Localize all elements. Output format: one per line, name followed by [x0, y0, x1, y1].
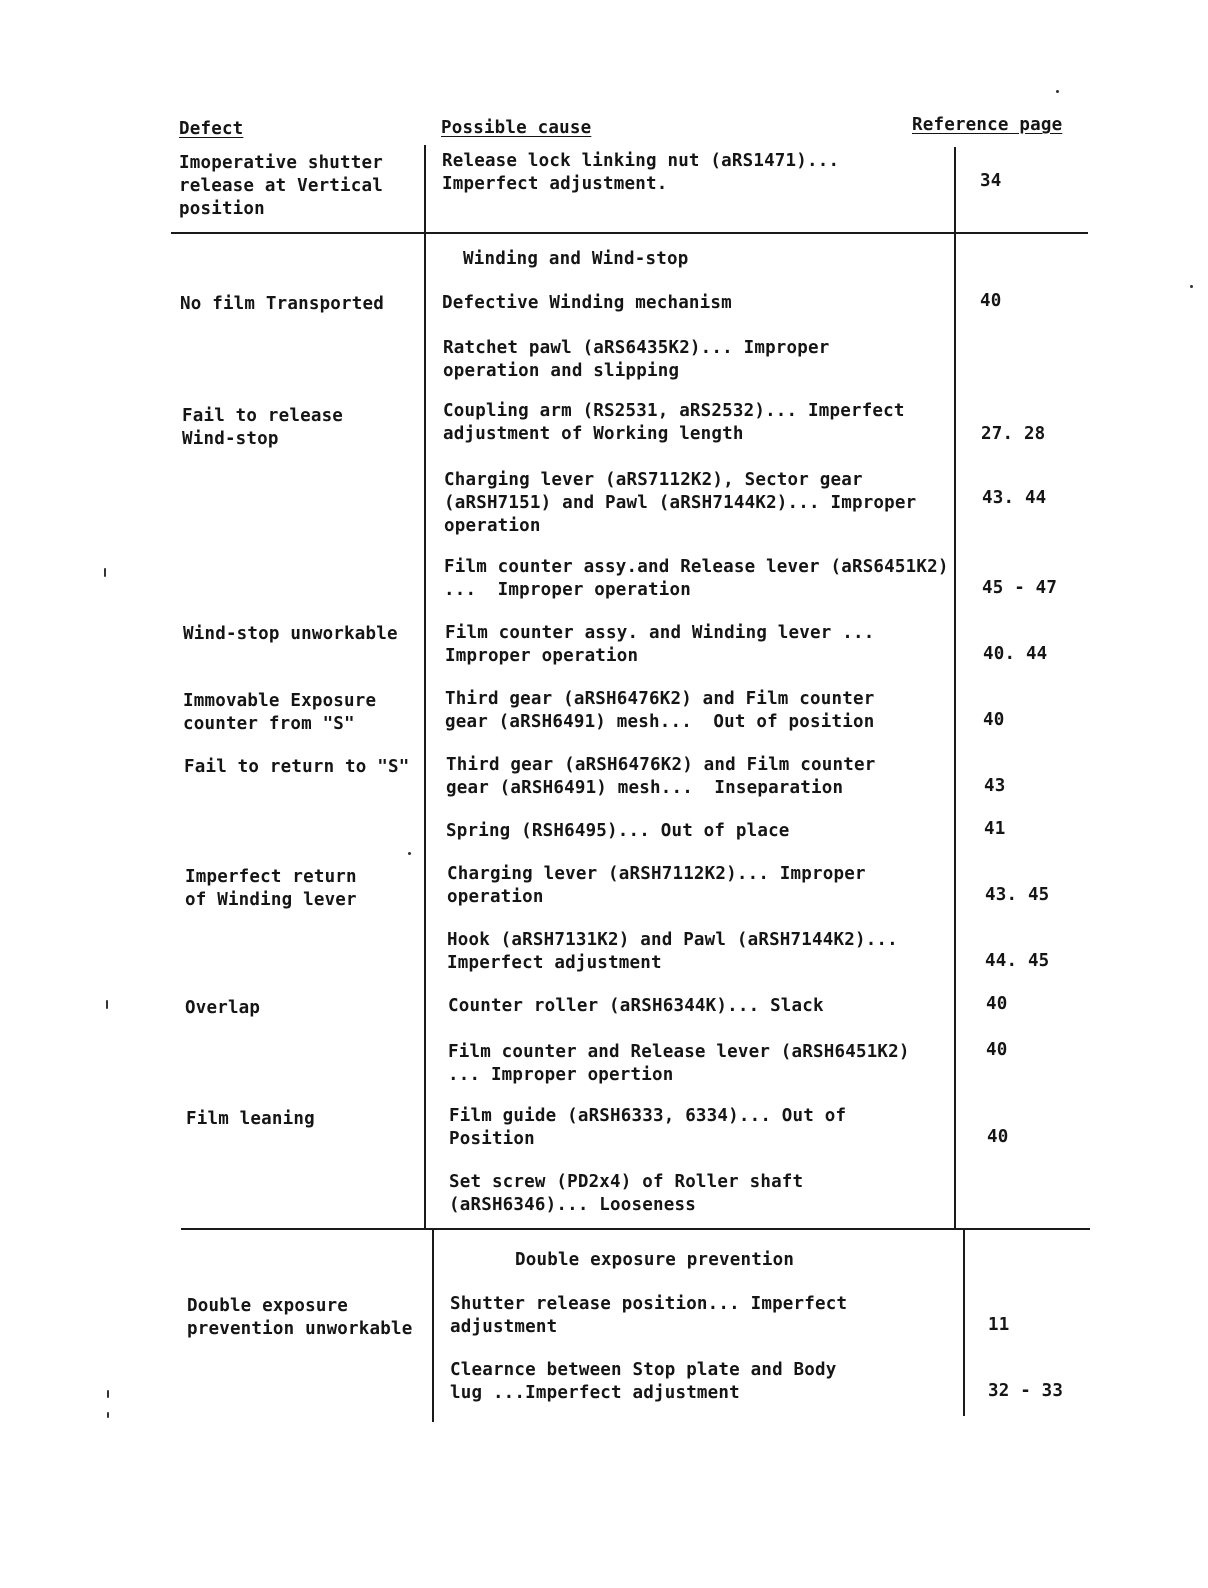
ref-hook-and-pawl: 44. 45	[985, 951, 1050, 971]
cause-film-counter-winding-lever: Film counter assy. and Winding lever ... Improper operation	[445, 623, 875, 666]
header-defect: Defect	[179, 119, 244, 139]
cause-hook-and-pawl: Hook (aRSH7131K2) and Pawl (aRSH7144K2)... Imperfect adjustment	[447, 930, 898, 973]
defect-wind-stop-unworkable: Wind-stop unworkable	[183, 624, 398, 644]
scan-speck	[106, 1000, 108, 1009]
defect-fail-to-return-to-s: Fail to return to "S"	[184, 757, 410, 777]
ref-charging-lever-sector-gear: 43. 44	[982, 488, 1047, 508]
ref-film-counter-winding-lever: 40. 44	[983, 644, 1048, 664]
section-separator-double-exposure	[181, 1228, 1090, 1230]
cause-third-gear-inseparation: Third gear (aRSH6476K2) and Film counter gear (aRSH6491) mesh... Inseparation	[446, 755, 876, 798]
cause-clearance-stop-plate: Clearnce between Stop plate and Body lug ...Imperfect adjustment	[450, 1360, 837, 1403]
ref-release-lock-linking-nut: 34	[980, 171, 1002, 191]
column-divider-right-upper	[954, 147, 956, 1229]
cause-set-screw: Set screw (PD2x4) of Roller shaft (aRSH6346)... Looseness	[449, 1172, 804, 1215]
cause-spring: Spring (RSH6495)... Out of place	[446, 821, 790, 841]
cause-release-lock-linking-nut: Release lock linking nut (aRS1471)... Imperfect adjustment.	[442, 151, 840, 194]
ref-spring: 41	[984, 819, 1006, 839]
section-separator-winding	[171, 232, 1088, 234]
ref-film-guide: 40	[987, 1127, 1009, 1147]
column-divider-left-upper	[424, 145, 426, 1230]
cause-shutter-release-position: Shutter release position... Imperfect adjustment	[450, 1294, 848, 1337]
ref-third-gear-inseparation: 43	[984, 776, 1006, 796]
column-divider-left-lower	[432, 1230, 434, 1422]
scan-speck	[107, 1412, 109, 1418]
defect-film-leaning: Film leaning	[186, 1109, 315, 1129]
defect-double-exposure-prevention-unworkable: Double exposure prevention unworkable	[187, 1296, 413, 1339]
cause-film-counter-and-release-lever: Film counter and Release lever (aRSH6451K2) ... Improper opertion	[448, 1042, 910, 1085]
ref-third-gear-out-of-position: 40	[983, 710, 1005, 730]
section-title-winding: Winding and Wind-stop	[463, 249, 689, 269]
ref-film-counter-release-lever: 45 - 47	[982, 578, 1058, 598]
cause-charging-lever: Charging lever (aRSH7112K2)... Improper operation	[447, 864, 866, 907]
cause-ratchet-pawl: Ratchet pawl (aRS6435K2)... Improper operation and slipping	[443, 338, 830, 381]
cause-film-guide: Film guide (aRSH6333, 6334)... Out of Position	[449, 1106, 847, 1149]
cause-counter-roller: Counter roller (aRSH6344K)... Slack	[448, 996, 824, 1016]
scan-speck	[104, 568, 106, 577]
ref-shutter-release-position: 11	[988, 1315, 1010, 1335]
ref-defective-winding-mechanism: 40	[980, 291, 1002, 311]
cause-coupling-arm: Coupling arm (RS2531, aRS2532)... Imperfect adjustment of Working length	[443, 401, 905, 444]
header-reference-page: Reference page	[912, 115, 1063, 135]
cause-film-counter-release-lever: Film counter assy.and Release lever (aRS6451K2) ... Improper operation	[444, 557, 949, 600]
scan-speck	[408, 852, 411, 855]
scan-speck	[107, 1390, 109, 1398]
ref-clearance-stop-plate: 32 - 33	[988, 1381, 1064, 1401]
section-title-double-exposure: Double exposure prevention	[515, 1250, 795, 1270]
ref-coupling-arm: 27. 28	[981, 424, 1046, 444]
scan-speck	[1190, 285, 1193, 288]
cause-defective-winding-mechanism: Defective Winding mechanism	[442, 293, 732, 313]
ref-counter-roller: 40	[986, 994, 1008, 1014]
column-divider-right-lower	[963, 1230, 965, 1416]
defect-immovable-exposure-counter: Immovable Exposure counter from "S"	[183, 691, 377, 734]
cause-charging-lever-sector-gear: Charging lever (aRS7112K2), Sector gear (aRSH7151) and Pawl (aRSH7144K2)... Improper operation	[444, 470, 917, 536]
defect-no-film-transported: No film Transported	[180, 294, 384, 314]
cause-third-gear-out-of-position: Third gear (aRSH6476K2) and Film counter gear (aRSH6491) mesh... Out of position	[445, 689, 875, 732]
defect-overlap: Overlap	[185, 998, 261, 1018]
defect-imperfect-return-winding-lever: Imperfect return of Winding lever	[185, 867, 357, 910]
defect-fail-to-release-wind-stop: Fail to release Wind-stop	[182, 406, 344, 449]
scan-speck	[1056, 90, 1059, 93]
header-possible-cause: Possible cause	[441, 118, 592, 138]
defect-imoperative-shutter-release: Imoperative shutter release at Vertical position	[179, 153, 383, 219]
ref-film-counter-and-release-lever: 40	[986, 1040, 1008, 1060]
ref-charging-lever: 43. 45	[985, 885, 1050, 905]
